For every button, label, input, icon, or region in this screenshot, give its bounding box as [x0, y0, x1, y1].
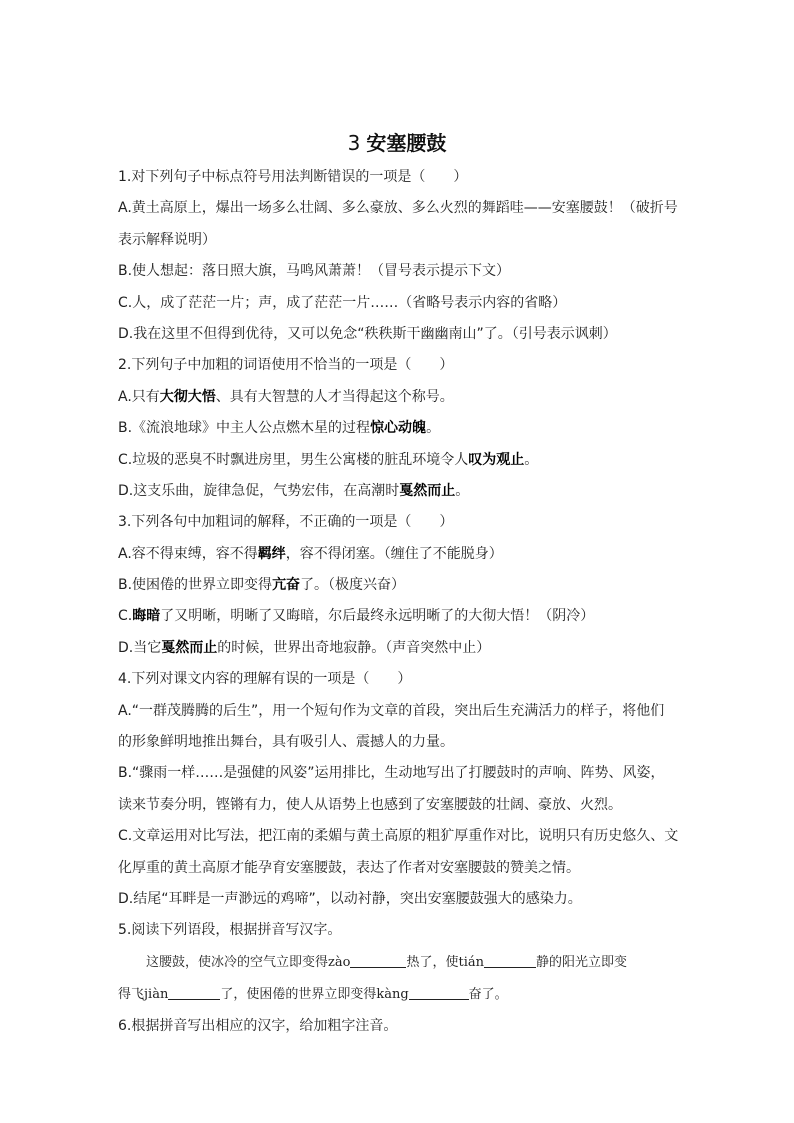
q2-a-text-end: 、具有大智慧的人才当得起这个称号。	[215, 388, 454, 405]
q4-option-c-line2: 化厚重的黄土高原才能孕育安塞腰鼓，表达了作者对安塞腰鼓的赞美之情。	[118, 859, 580, 876]
answer-blank-2[interactable]	[484, 953, 536, 968]
q2-d-text: D.这支乐曲，旋律急促，气势宏伟，在高潮时	[118, 482, 400, 499]
q2-a-text: A.只有	[118, 388, 160, 405]
q3-option-a	[118, 539, 678, 570]
q4-option-b-line1: B.“骤雨一样……是强健的风姿”运用排比，生动地写出了打腰鼓时的声响、阵势、风姿，	[118, 765, 665, 782]
pinyin-tian: tián	[458, 954, 484, 970]
pinyin-zao: zào	[328, 954, 351, 970]
q5-stem: 5.阅读下列语段，根据拼音写汉字。	[118, 922, 342, 939]
q2-c-bold-word: 叹为观止	[468, 451, 525, 468]
q5-passage-text: 静的阳光立即变	[535, 954, 627, 970]
q3-b-text: B.使困倦的世界立即变得	[118, 577, 273, 594]
q1-option-a-line1: A.黄土高原上，爆出一场多么壮阔、多么豪放、多么火烈的舞蹈哇——安塞腰鼓！（破折号	[118, 200, 678, 217]
q3-d-text: D.当它	[118, 639, 162, 656]
q3-b-bold-word: 亢奋	[272, 577, 301, 594]
q3-c-bold-word: 晦暗	[132, 608, 161, 625]
q4-option-a-line2: 的形象鲜明地推出舞台，具有吸引人、震撼人的力量。	[118, 734, 454, 751]
lesson-title: 安塞腰鼓	[366, 131, 447, 155]
q5-passage-line2	[118, 979, 678, 1011]
q1-option-d: D.我在这里不但得到优待，又可以免念“秩秩斯干幽幽南山”了。（引号表示讽刺）	[118, 325, 617, 342]
q4-option-c-line1: C.文章运用对比写法，把江南的柔媚与黄土高原的粗犷厚重作对比，说明只有历史悠久、文	[118, 828, 679, 845]
q2-option-a	[118, 382, 678, 413]
q3-c-text: C.	[118, 608, 133, 625]
q4-option-d: D.结尾“耳畔是一声渺远的鸡啼”，以动衬静，突出安塞腰鼓强大的感染力。	[118, 890, 582, 907]
q1-stem: 1.对下列句子中标点符号用法判断错误的一项是（ ）	[118, 169, 468, 185]
q3-option-c	[118, 601, 678, 632]
q2-c-text-end: 。	[524, 451, 539, 468]
q3-a-text-end: ，容不得闭塞。（缠住了不能脱身）	[285, 545, 503, 562]
q3-d-text-end: 的时候，世界出奇地寂静。（声音突然中止）	[217, 639, 491, 656]
answer-blank-1[interactable]	[350, 953, 406, 968]
q5-passage-text: 得飞	[118, 986, 145, 1002]
q1-option-b: B.使人想起：落日照大旗，马鸣风萧萧！（冒号表示提示下文）	[118, 263, 511, 280]
q3-b-text-end: 了。（极度兴奋）	[300, 577, 406, 594]
q2-b-text: B.《流浪地球》中主人公点燃木星的过程	[118, 420, 371, 437]
pinyin-jian: jiàn	[144, 986, 169, 1002]
q1-option-a-line2: 表示解释说明）	[118, 231, 216, 248]
q5-passage-text: 了，使困倦的世界立即变得	[220, 986, 377, 1002]
q5-passage-text: 热了，使	[406, 954, 459, 970]
q2-c-text: C.垃圾的恶臭不时飘进房里，男生公寓楼的脏乱环境令人	[118, 451, 469, 468]
answer-blank-3[interactable]	[168, 985, 220, 1000]
q2-d-bold-word: 戛然而止	[399, 482, 456, 499]
q5-passage-text: 奋了。	[468, 986, 508, 1002]
q3-option-b	[118, 570, 678, 601]
q3-d-bold-word: 戛然而止	[161, 639, 218, 656]
q1-option-c: C.人，成了茫茫一片；声，成了茫茫一片……（省略号表示内容的省略）	[118, 294, 567, 311]
q3-c-text-end: 了又明晰，明晰了又晦暗，尔后最终永远明晰了的大彻大悟！（阴冷）	[160, 608, 595, 625]
q5-passage-line1	[118, 947, 678, 979]
question-list	[118, 162, 678, 1042]
q2-option-c	[118, 445, 678, 476]
lesson-number: 3	[347, 131, 361, 155]
q6-stem: 6.根据拼音写出相应的汉字，给加粗字注音。	[118, 1017, 398, 1034]
q2-a-bold-word: 大彻大悟	[159, 388, 216, 405]
q4-option-a-line1: A.“一群茂腾腾的后生”，用一个短句作为文章的首段，突出后生充满活力的样子，将他们	[118, 702, 665, 719]
q4-stem: 4.下列对课文内容的理解有误的一项是（ ）	[118, 671, 412, 688]
q2-b-text-end: 。	[426, 420, 441, 437]
q3-a-text: A.容不得束缚，容不得	[118, 545, 258, 562]
pinyin-kang: kàng	[376, 986, 409, 1002]
answer-blank-4[interactable]	[409, 985, 469, 1000]
q2-option-b	[118, 413, 678, 444]
q2-b-bold-word: 惊心动魄	[370, 420, 427, 437]
q5-passage-text: 这腰鼓，使冰冷的空气立即变得	[146, 954, 329, 970]
q2-stem: 2.下列句子中加粗的词语使用不恰当的一项是（ ）	[118, 357, 454, 374]
q3-stem: 3.下列各句中加粗词的解释，不正确的一项是（ ）	[118, 514, 454, 531]
q3-option-d	[118, 633, 678, 664]
page-title	[0, 127, 794, 156]
q2-d-text-end: 。	[455, 482, 470, 499]
q4-option-b-line2: 读来节奏分明，铿锵有力，使人从语势上也感到了安塞腰鼓的壮阔、豪放、火烈。	[118, 796, 622, 813]
q2-option-d	[118, 476, 678, 507]
q3-a-bold-word: 羁绊	[257, 545, 286, 562]
